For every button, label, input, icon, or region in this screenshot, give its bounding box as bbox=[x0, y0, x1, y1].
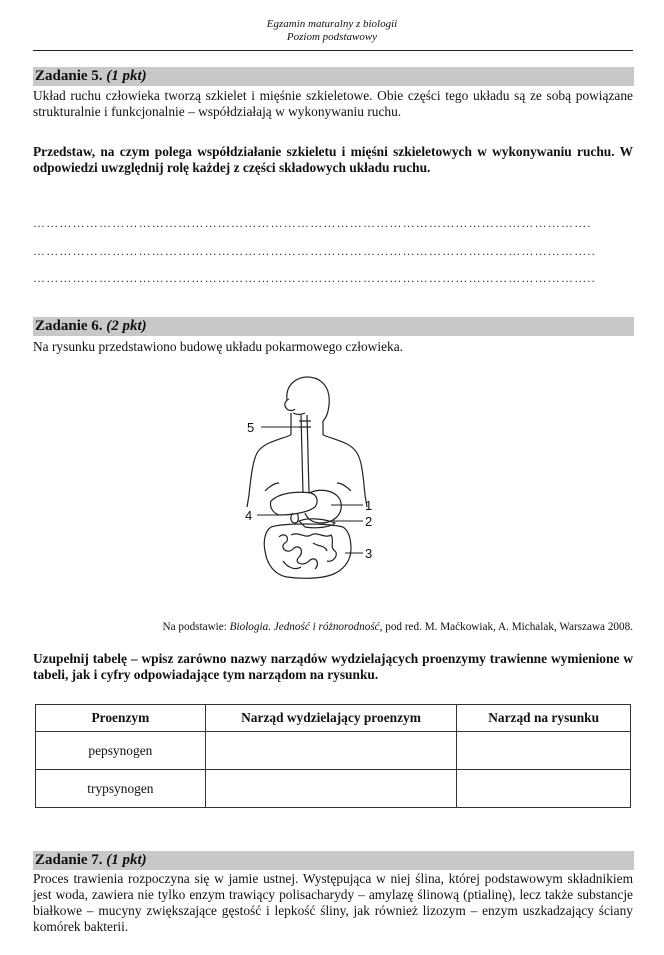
answer-line-2[interactable]: ……………………………………………………………………………………………………………….. bbox=[33, 244, 596, 258]
answer-line-1[interactable]: ………………………………………………………………………………………………………………. bbox=[33, 216, 592, 230]
header-figure-number: Narząd na rysunku bbox=[457, 705, 631, 732]
source-prefix: Na podstawie: bbox=[162, 621, 230, 633]
task-5-heading bbox=[33, 67, 634, 86]
source-title: Biologia. Jedność i różnorodność bbox=[229, 621, 380, 633]
cell-proenzyme: pepsynogen bbox=[36, 732, 206, 770]
cell-number-answer[interactable] bbox=[457, 770, 631, 808]
figure-label-2: 2 bbox=[365, 514, 373, 529]
figure-label-5: 5 bbox=[247, 420, 255, 435]
task-7-intro: Proces trawienia rozpoczyna się w jamie ustnej. Występująca w niej ślina, której podstawowym składnikiem jest woda, zawiera nie tylko enzym trawiący polisacharydy – amylazę ślinową (ptialinę), lecz także substancje białkowe – mucyny zwiększające gęstość i lepkość śliny, jak również lizozym – enzym uszkadzający ściany komórek bakterii. bbox=[33, 871, 633, 934]
task-7-title: Zadanie 7. bbox=[35, 852, 103, 868]
page-header bbox=[0, 18, 664, 44]
figure-source bbox=[33, 620, 633, 634]
task-6-title: Zadanie 6. bbox=[35, 318, 103, 334]
exam-level: Poziom podstawowy bbox=[286, 31, 378, 43]
task-7-heading bbox=[33, 851, 634, 870]
answer-line-3[interactable]: ……………………………………………………………………………………………………………….. bbox=[33, 271, 596, 285]
task-5-instruction: Przedstaw, na czym polega współdziałanie szkieletu i mięśni szkieletowych w wykonywaniu ruchu. W odpowiedzi uwzględnij rolę każdej z części składowych układu ruchu. bbox=[33, 144, 633, 175]
proenzyme-table bbox=[35, 704, 631, 808]
task-6-heading bbox=[33, 317, 634, 336]
source-rest: , pod red. M. Maćkowiak, A. Michalak, Warszawa 2008. bbox=[379, 621, 633, 633]
task-5-title: Zadanie 5. bbox=[35, 68, 103, 84]
cell-organ-answer[interactable] bbox=[205, 732, 457, 770]
cell-number-answer[interactable] bbox=[457, 732, 631, 770]
digestive-system-figure bbox=[235, 375, 385, 590]
figure-label-3: 3 bbox=[365, 546, 373, 561]
exam-title: Egzamin maturalny z biologii bbox=[266, 18, 398, 30]
task-6-instruction: Uzupełnij tabelę – wpisz zarówno nazwy narządów wydzielających proenzymy trawienne wymienione w tabeli, jak i cyfry odpowiadające tym narządom na rysunku. bbox=[33, 651, 633, 682]
task-5-points: (1 pkt) bbox=[106, 68, 147, 84]
task-7-points: (1 pkt) bbox=[106, 852, 147, 868]
cell-organ-answer[interactable] bbox=[205, 770, 457, 808]
task-6-intro: Na rysunku przedstawiono budowę układu pokarmowego człowieka. bbox=[33, 339, 404, 354]
figure-label-4: 4 bbox=[245, 508, 253, 523]
header-proenzyme: Proenzym bbox=[36, 705, 206, 732]
table-header-row bbox=[36, 705, 631, 732]
cell-proenzyme: trypsynogen bbox=[36, 770, 206, 808]
header-organ: Narząd wydzielający proenzym bbox=[205, 705, 457, 732]
table-row bbox=[36, 770, 631, 808]
task-6-points: (2 pkt) bbox=[106, 318, 147, 334]
table-row bbox=[36, 732, 631, 770]
header-divider bbox=[33, 50, 633, 51]
task-5-intro: Układ ruchu człowieka tworzą szkielet i mięśnie szkieletowe. Obie części tego układu są ze sobą powiązane strukturalnie i funkcjonalnie – współdziałają w wykonywaniu ruchu. bbox=[33, 88, 633, 119]
figure-label-1: 1 bbox=[365, 498, 373, 513]
